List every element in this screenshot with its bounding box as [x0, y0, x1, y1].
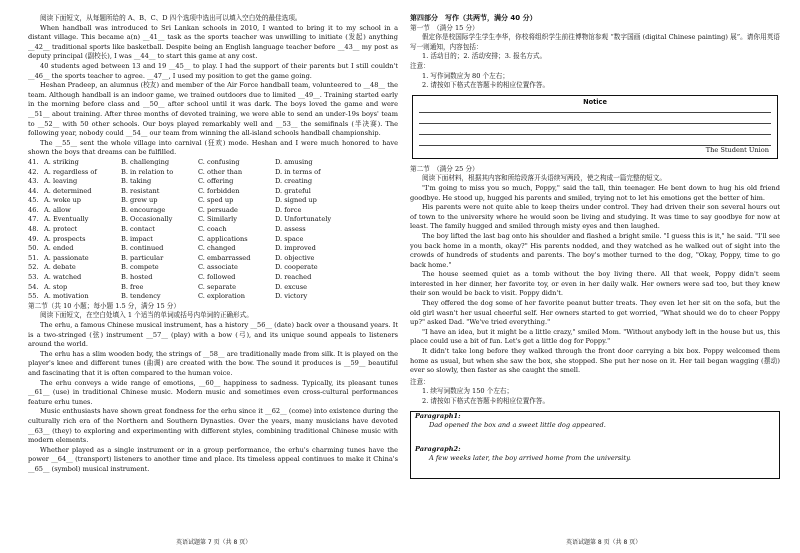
notice-signature: The Student Union — [705, 146, 769, 155]
option-choice: D. improved — [275, 244, 316, 253]
option-choice: C. applications — [198, 234, 248, 243]
option-choice: A. debate — [44, 263, 76, 272]
option-choice: A. allow — [44, 205, 71, 214]
question-number: 47. — [28, 215, 39, 224]
option-row — [28, 244, 398, 254]
option-row — [28, 206, 398, 216]
option-choice: D. cooperate — [275, 263, 318, 272]
option-choice: B. Occasionally — [121, 215, 173, 224]
page-footer-left: 英语试题第 7 页（共 8 页） — [176, 539, 252, 546]
option-choice: D. force — [275, 205, 302, 214]
notice-title: Notice — [583, 97, 607, 106]
section1-prompt: 假定你是校国际学生学生李华，你校将组织学生前往博物馆参观 “数字国画 (digital Chinese painting) 展”。请你用英语写一则通知，内容包括： — [410, 33, 780, 51]
option-row — [28, 158, 398, 168]
question-number: 51. — [28, 253, 39, 262]
section2-header: 第二节 （满分 25 分） — [410, 164, 479, 173]
option-choice: B. challenging — [121, 157, 170, 166]
section2-intro: 阅读下面短文，在空白处填入 1 个适当的单词或括号内单词的正确形式。 — [40, 311, 253, 320]
option-choice: B. contact — [121, 225, 155, 234]
story-paragraph: They offered the dog some of her favorite peanut butter treats. They even let her sit on the sofa, but the old girl wasn't her usual cheerful self. Her owners started to get worried, "What should we do to cheer Poppy up?" asked Dad. "We've tried everything." — [410, 299, 780, 327]
erhu-paragraph: The erhu has a slim wooden body, the strings of __58__ are traditionally made from silk. It is played on the player's knee and different tunes (曲调) are created with the bow. The sound it produces is __59__ beautiful and fascinating that it is often compared to the human voice. — [28, 349, 398, 377]
story-paragraph: "I have an idea, but it might be a little crazy," smiled Mom. "Without anybody left in the house but us, this place could use a bit of fun. Let's get a little dog for Poppy." — [410, 327, 780, 346]
option-choice: B. in relation to — [121, 167, 174, 176]
notice-answer-box — [412, 95, 778, 159]
story-paragraph: His parents were not quite able to keep theirs under control. They had driven their son several hours out of town to the university where he would soon be living and studying. It was time to say goodbye for now at least. The family hugged and smiled through misty eyes and then laughed. — [410, 203, 780, 231]
option-choice: B. impact — [121, 234, 153, 243]
option-choice: C. other than — [198, 167, 243, 176]
option-row — [28, 263, 398, 273]
part-title: 第四部分 写作（共两节，满分 40 分） — [410, 14, 537, 22]
option-choice: C. embarrassed — [198, 253, 251, 262]
option-choice: A. determined — [44, 186, 92, 195]
option-choice: C. associate — [198, 263, 238, 272]
option-choice: C. persuade — [198, 205, 238, 214]
option-choice: A. protect — [44, 225, 78, 234]
story-paragraph: It didn't take long before they walked through the front door carrying a bix box. Poppy welcomed them home as usual, but when she saw the box, she stopped. She put her nose on it. Her tail began wagging (摆动) ever so slowly, then faster as she caught the smell. — [410, 347, 780, 375]
option-row — [28, 254, 398, 264]
option-choice: B. tendency — [121, 292, 161, 301]
question-number: 53. — [28, 273, 39, 282]
right-column — [410, 14, 780, 479]
question-number: 44. — [28, 186, 39, 195]
option-choice: A. stop — [44, 282, 68, 291]
option-choice: C. forbidden — [198, 186, 240, 195]
cloze-paragraph: Heshan Pradeep, an alumnus (校友) and member of the Air Force handball team, volunteered to __48__ the team. Although handball is an indoor game, we trained outdoors due to limited __49__. Training started early in the morning before class and __50__ after school until it was dark. The boys loved the game and were __51__ about training. After three months of devoted training, we were able to send an under-19s boys' team to __52__ with 50 other schools. Our boys played remarkably well and __53__ the semifinals (半决赛). The following year, nobody could __54__ our team from winning the all-island schools handball championship. — [28, 81, 398, 138]
options-table — [28, 158, 398, 302]
option-choice: D. victory — [275, 292, 308, 301]
option-choice: C. confusing — [198, 157, 240, 166]
paragraph1-label: Paragraph1: — [415, 411, 461, 420]
option-choice: B. compete — [121, 263, 159, 272]
option-choice: A. prospects — [44, 234, 86, 243]
story-paragraph: "I'm going to miss you so much, Poppy," said the tall, thin teenager. He bent down to hug his old friend goodbye. He stood up, hugged his parents and smiled, trying not to let his emotions get the better of him. — [410, 183, 780, 202]
cloze-intro: 阅读下面短文，从每题所给的 A、B、C、D 四个选项中选出可以填入空白处的最佳选项。 — [40, 14, 302, 22]
question-number: 45. — [28, 196, 39, 205]
option-choice: C. followed — [198, 273, 236, 282]
erhu-paragraph: The erhu conveys a wide range of emotions, __60__ happiness to sadness. Typically, its pleasant tunes __61__ (use) in traditional Chinese music. Modern music and sometimes even cross-cultural performances feature erhu tunes. — [28, 378, 398, 406]
option-row — [28, 177, 398, 187]
option-choice: C. exploration — [198, 292, 245, 301]
option-choice: D. assess — [275, 225, 306, 234]
story-paragraph: The house seemed quiet as a tomb without the boy living there. All that week, Poppy didn't seem interested in her dinner, her favorite toy, or even in her daily walk. Her owners were sad too, but they knew their son would be back to visit. Poppy didn't. — [410, 270, 780, 298]
left-column — [28, 14, 398, 475]
note-item: 1. 续写词数应为 150 个左右； — [422, 387, 514, 396]
option-choice: D. reached — [275, 273, 312, 282]
answer-line — [419, 123, 771, 124]
question-number: 41. — [28, 157, 39, 166]
option-choice: D. signed up — [275, 196, 317, 205]
option-choice: D. objective — [275, 253, 315, 262]
option-choice: D. space — [275, 234, 304, 243]
answer-line — [419, 134, 771, 135]
option-choice: B. encourage — [121, 205, 166, 214]
note-item: 2. 请按如下格式在答题卡的相应位置作答。 — [422, 81, 550, 90]
section1-points: 1. 活动目的；2. 活动安排；3. 报名方式。 — [422, 52, 547, 61]
question-number: 55. — [28, 292, 39, 301]
cloze-paragraph: The __55__ sent the whole village into carnival (狂欢) mode. Heshan and I were much honored to have shown the boys that dreams can be fulfilled. — [28, 138, 398, 157]
option-choice: A. leaving — [44, 177, 78, 186]
erhu-paragraph: Music enthusiasts have shown great fondness for the erhu since it __62__ (come) into existence during the culturally rich era of the Northern and Southern Dynasties. Over the years, many musicians have devoted __63__ (they) to exploring and experimenting with different styles, combining traditional Chinese music with modern elements. — [28, 407, 398, 445]
question-number: 48. — [28, 225, 39, 234]
option-choice: D. grateful — [275, 186, 311, 195]
option-choice: A. ended — [44, 244, 74, 253]
option-choice: C. changed — [198, 244, 236, 253]
note-item: 1. 写作词数应为 80 个左右； — [422, 71, 509, 80]
section2-prompt: 阅读下面材料，根据其内容和所给段落开头语续写两段，使之构成一篇完整的短文。 — [422, 174, 666, 183]
option-choice: A. watched — [44, 273, 82, 282]
option-choice: B. hosted — [121, 273, 153, 282]
option-row — [28, 235, 398, 245]
continuation-answer-box — [410, 411, 780, 479]
cloze-paragraph: 40 students aged between 13 and 19 __45__ to play. I had the support of their parents but I still couldn't __46__ the sports teacher to agree. __47__, I used my position to get the game going. — [28, 61, 398, 80]
option-choice: B. taking — [121, 177, 152, 186]
answer-line — [419, 112, 771, 113]
option-choice: D. amusing — [275, 157, 313, 166]
option-row — [28, 283, 398, 293]
option-choice: C. sped up — [198, 196, 234, 205]
option-choice: B. particular — [121, 253, 164, 262]
option-choice: B. free — [121, 282, 144, 291]
option-choice: D. Unfortunately — [275, 215, 332, 224]
option-row — [28, 215, 398, 225]
paragraph2-opening: A few weeks later, the boy arrived home from the university. — [429, 454, 632, 463]
question-number: 46. — [28, 205, 39, 214]
option-choice: C. coach — [198, 225, 227, 234]
paragraph1-opening: Dad opened the box and a sweet little dog appeared. — [429, 421, 606, 430]
option-choice: A. striking — [44, 157, 79, 166]
option-row — [28, 292, 398, 302]
option-row — [28, 196, 398, 206]
option-choice: D. creating — [275, 177, 313, 186]
question-number: 52. — [28, 263, 39, 272]
note-label: 注意： — [410, 377, 430, 386]
option-choice: B. resistant — [121, 186, 160, 195]
option-choice: C. Similarly — [198, 215, 238, 224]
option-row — [28, 187, 398, 197]
question-number: 54. — [28, 282, 39, 291]
page-footer-right: 英语试题第 8 页（共 8 页） — [566, 539, 642, 546]
option-row — [28, 225, 398, 235]
option-row — [28, 273, 398, 283]
option-choice: A. regardless of — [44, 167, 97, 176]
section2-header: 第二节（共 10 小题；每小题 1.5 分，满分 15 分） — [28, 301, 180, 310]
option-choice: C. separate — [198, 282, 237, 291]
option-choice: B. grew up — [121, 196, 158, 205]
question-number: 43. — [28, 177, 39, 186]
option-choice: B. continued — [121, 244, 164, 253]
option-choice: A. woke up — [44, 196, 82, 205]
option-choice: D. in terms of — [275, 167, 321, 176]
story-paragraph: The boy lifted the last bag onto his shoulder and flashed a bright smile. "I guess this is it," he said. "I'll see you back home in a month, okay?" His parents nodded, and they watched as he walked out of sight into the crowds of hundreds of students and parents. The boy's mother turned to the dog, "Okay, Poppy, time to go back home." — [410, 231, 780, 269]
section1-header: 第一节 （满分 15 分） — [410, 23, 479, 32]
question-number: 49. — [28, 234, 39, 243]
option-choice: A. Eventually — [44, 215, 89, 224]
erhu-paragraph: Whether played as a single instrument or in a group performance, the erhu's charming tunes have the power __64__ (transport) listeners to another time and place. Its timeless appeal continues to make it China's __65__ (symbol) musical instrument. — [28, 445, 398, 473]
question-number: 50. — [28, 244, 39, 253]
option-choice: A. passionate — [44, 253, 89, 262]
cloze-paragraph: When handball was introduced to Sri Lankan schools in 2010, I wanted to bring it to my school in a distant village. This became a(n) __41__ task as the sports teacher was unwilling to initiate (发起) anything __42__ traditional sports like basketball. Despite being an English language teacher before __43__ my post as deputy principal (副校长), I was __44__ to start this game at any cost. — [28, 23, 398, 61]
option-choice: C. offering — [198, 177, 234, 186]
note-label: 注意： — [410, 61, 430, 70]
paragraph2-label: Paragraph2: — [415, 444, 461, 453]
question-number: 42. — [28, 167, 39, 176]
option-row — [28, 168, 398, 178]
note-item: 2. 请按如下格式在答题卡的相应位置作答。 — [422, 397, 550, 405]
erhu-paragraph: The erhu, a famous Chinese musical instrument, has a history __56__ (date) back over a thousand years. It is a two-stringed (弦) instrument __57__ (play) with a bow (弓), and its unique sound appeals to listeners around the world. — [28, 321, 398, 349]
option-choice: D. excuse — [275, 282, 308, 291]
option-choice: A. motivation — [44, 292, 89, 301]
